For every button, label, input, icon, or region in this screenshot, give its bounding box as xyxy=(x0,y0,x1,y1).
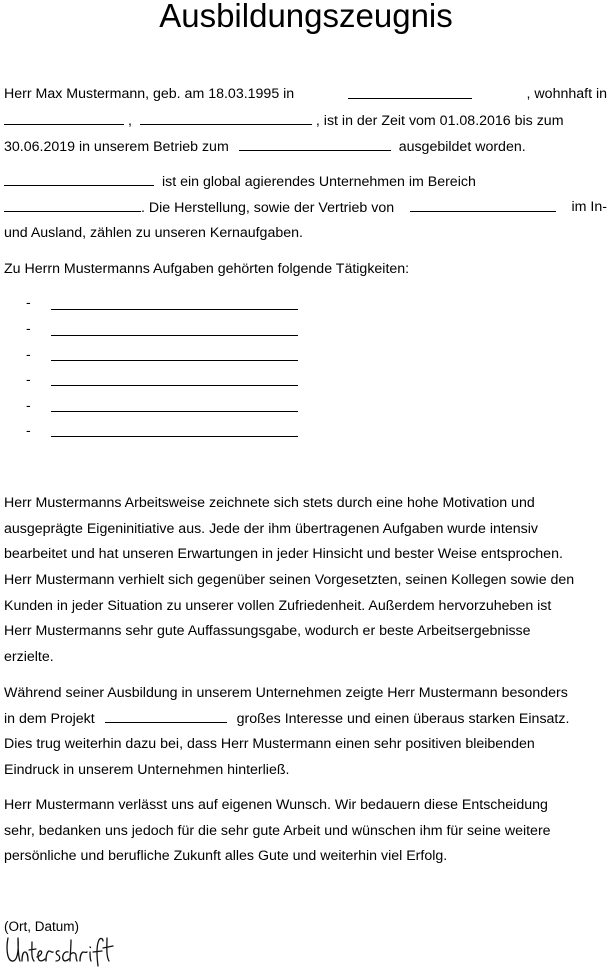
closing-line: sehr, bedanken uns jedoch für die sehr gute Arbeit und wünschen ihm für seine weitere xyxy=(4,823,551,839)
task-blank xyxy=(51,436,298,437)
task-blank xyxy=(51,360,298,361)
place-date-label: (Ort, Datum) xyxy=(4,919,80,934)
task-blank xyxy=(51,309,298,310)
intro-text: ausgebildet worden. xyxy=(398,139,526,155)
performance-line: Herr Mustermanns Arbeitsweise zeichnete sich stets durch eine hohe Motivation und xyxy=(4,495,535,511)
task-bullet: - xyxy=(26,371,31,387)
performance-line: erzielte. xyxy=(4,649,54,665)
street-blank xyxy=(4,110,124,125)
performance-line: Herr Mustermanns sehr gute Auffassungsgabe, wodurch er beste Arbeitsergebnisse xyxy=(4,623,531,639)
company-text: und Ausland, zählen zu unseren Kernaufgaben. xyxy=(4,225,303,241)
performance-line: ausgeprägte Eigeninitiative aus. Jede der ihm übertragenen Aufgaben wurde intensiv xyxy=(4,521,538,537)
performance-line: bearbeitet und hat unseren Erwartungen in jeder Hinsicht und bester Weise entsprochen. xyxy=(4,546,563,562)
company-line-2 xyxy=(4,197,607,217)
intro-line-1 xyxy=(4,84,607,104)
intro-text: , wohnhaft in xyxy=(526,86,607,102)
task-blank xyxy=(51,411,298,412)
company-text: . Die Herstellung, sowie der Vertrieb von xyxy=(141,200,395,216)
task-bullet: - xyxy=(26,346,31,362)
task-blank xyxy=(51,385,298,386)
task-bullet: - xyxy=(26,397,31,413)
task-bullet: - xyxy=(26,294,31,310)
project-line: Während seiner Ausbildung in unserem Unternehmen zeigte Herr Mustermann besonders xyxy=(4,685,568,701)
closing-line: Herr Mustermann verlässt uns auf eigenen Wunsch. Wir bedauern diese Entscheidung xyxy=(4,797,548,813)
profession-blank xyxy=(239,136,391,151)
performance-line: Kunden in jeder Situation zu unserer vollen Zufriedenheit. Außerdem hervorzuheben ist xyxy=(4,598,552,614)
intro-text: Herr Max Mustermann, geb. am 18.03.1995 in xyxy=(4,86,295,102)
project-text: in dem Projekt xyxy=(4,711,95,727)
intro-line-2 xyxy=(4,110,564,130)
birthplace-blank xyxy=(348,84,472,99)
intro-line-3 xyxy=(4,136,526,156)
industry-blank xyxy=(4,197,141,212)
tasks-heading-text: Zu Herrn Mustermanns Aufgaben gehörten folgende Tätigkeiten: xyxy=(4,261,410,277)
closing-line: persönliche und berufliche Zukunft alles Gute und weiterhin viel Erfolg. xyxy=(4,848,448,864)
task-bullet: - xyxy=(26,422,31,438)
project-blank xyxy=(105,708,227,723)
project-line-2 xyxy=(4,708,569,728)
handwritten-signature xyxy=(4,932,122,968)
company-name-blank xyxy=(4,171,154,186)
company-text: im In- xyxy=(571,199,607,215)
intro-text: , ist in der Zeit vom 01.08.2016 bis zum xyxy=(315,113,564,129)
tasks-heading xyxy=(4,259,409,279)
task-bullet: - xyxy=(26,320,31,336)
performance-line: Herr Mustermann verhielt sich gegenüber seinen Vorgesetzten, seinen Kollegen sowie den xyxy=(4,572,575,588)
city-blank xyxy=(140,110,312,125)
project-line: Eindruck in unserem Unternehmen hinterließ. xyxy=(4,762,290,778)
products-blank xyxy=(410,197,556,212)
company-line-3 xyxy=(4,223,303,243)
intro-text: , xyxy=(128,113,132,129)
intro-text: 30.06.2019 in unserem Betrieb zum xyxy=(4,139,229,155)
company-line-1 xyxy=(4,171,476,191)
company-text: ist ein global agierendes Unternehmen im Bereich xyxy=(161,174,476,190)
document-title: Ausbildungszeugnis xyxy=(159,0,453,34)
project-text: großes Interesse und einen überaus starken Einsatz. xyxy=(236,711,570,727)
project-line: Dies trug weiterhin dazu bei, dass Herr Mustermann einen sehr positiven bleibenden xyxy=(4,736,535,752)
task-blank xyxy=(51,335,298,336)
